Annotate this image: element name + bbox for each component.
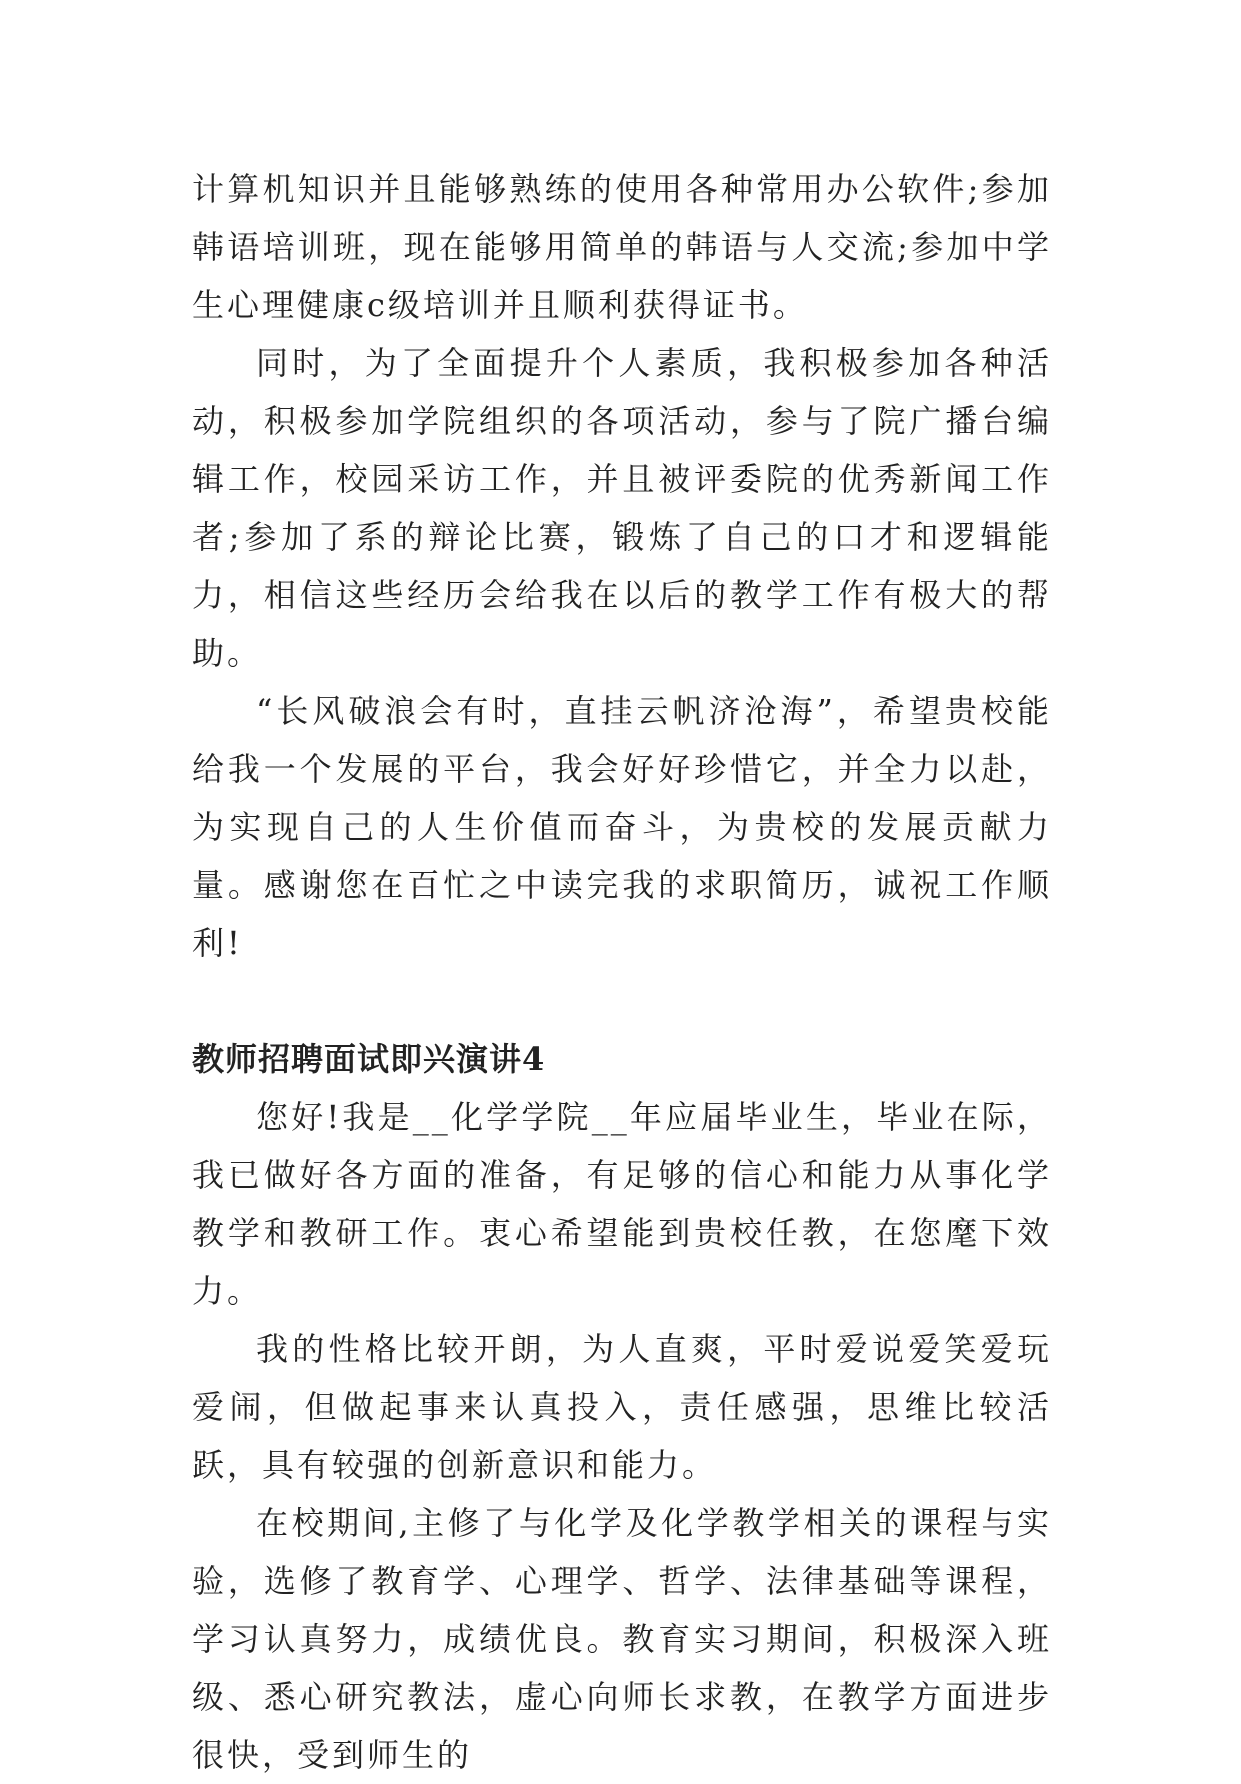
- paragraph-continued: 计算机知识并且能够熟练的使用各种常用办公软件;参加韩语培训班，现在能够用简单的韩语与人交流;参加中学生心理健康c级培训并且顺利获得证书。: [192, 170, 1052, 324]
- paragraph-study: 在校期间,主修了与化学及化学教学相关的课程与实验，选修了教育学、心理学、哲学、法律基础等课程，学习认真努力，成绩优良。教育实习期间，积极深入班级、悉心研究教法，虚心向师长求教，在教学方面进步很快，受到师生的: [192, 1504, 1052, 1774]
- paragraph-closing: “长风破浪会有时，直挂云帆济沧海”，希望贵校能给我一个发展的平台，我会好好珍惜它，并全力以赴，为实现自己的人生价值而奋斗，为贵校的发展贡献力量。感谢您在百忙之中读完我的求职简历，诚祝工作顺利!: [192, 692, 1052, 962]
- paragraph-greeting: 您好!我是__化学学院__年应届毕业生，毕业在际，我已做好各方面的准备，有足够的信心和能力从事化学教学和教研工作。衷心希望能到贵校任教，在您麾下效力。: [192, 1098, 1052, 1310]
- paragraph-activities: 同时，为了全面提升个人素质，我积极参加各种活动，积极参加学院组织的各项活动，参与了院广播台编辑工作，校园采访工作，并且被评委院的优秀新闻工作者;参加了系的辩论比赛，锻炼了自己的口才和逻辑能力，相信这些经历会给我在以后的教学工作有极大的帮助。: [192, 344, 1052, 672]
- section-title: 教师招聘面试即兴演讲4: [192, 1040, 546, 1078]
- document-body: [192, 160, 1052, 1784]
- paragraph-personality: 我的性格比较开朗，为人直爽，平时爱说爱笑爱玩爱闹，但做起事来认真投入，责任感强，思维比较活跃，具有较强的创新意识和能力。: [192, 1330, 1052, 1484]
